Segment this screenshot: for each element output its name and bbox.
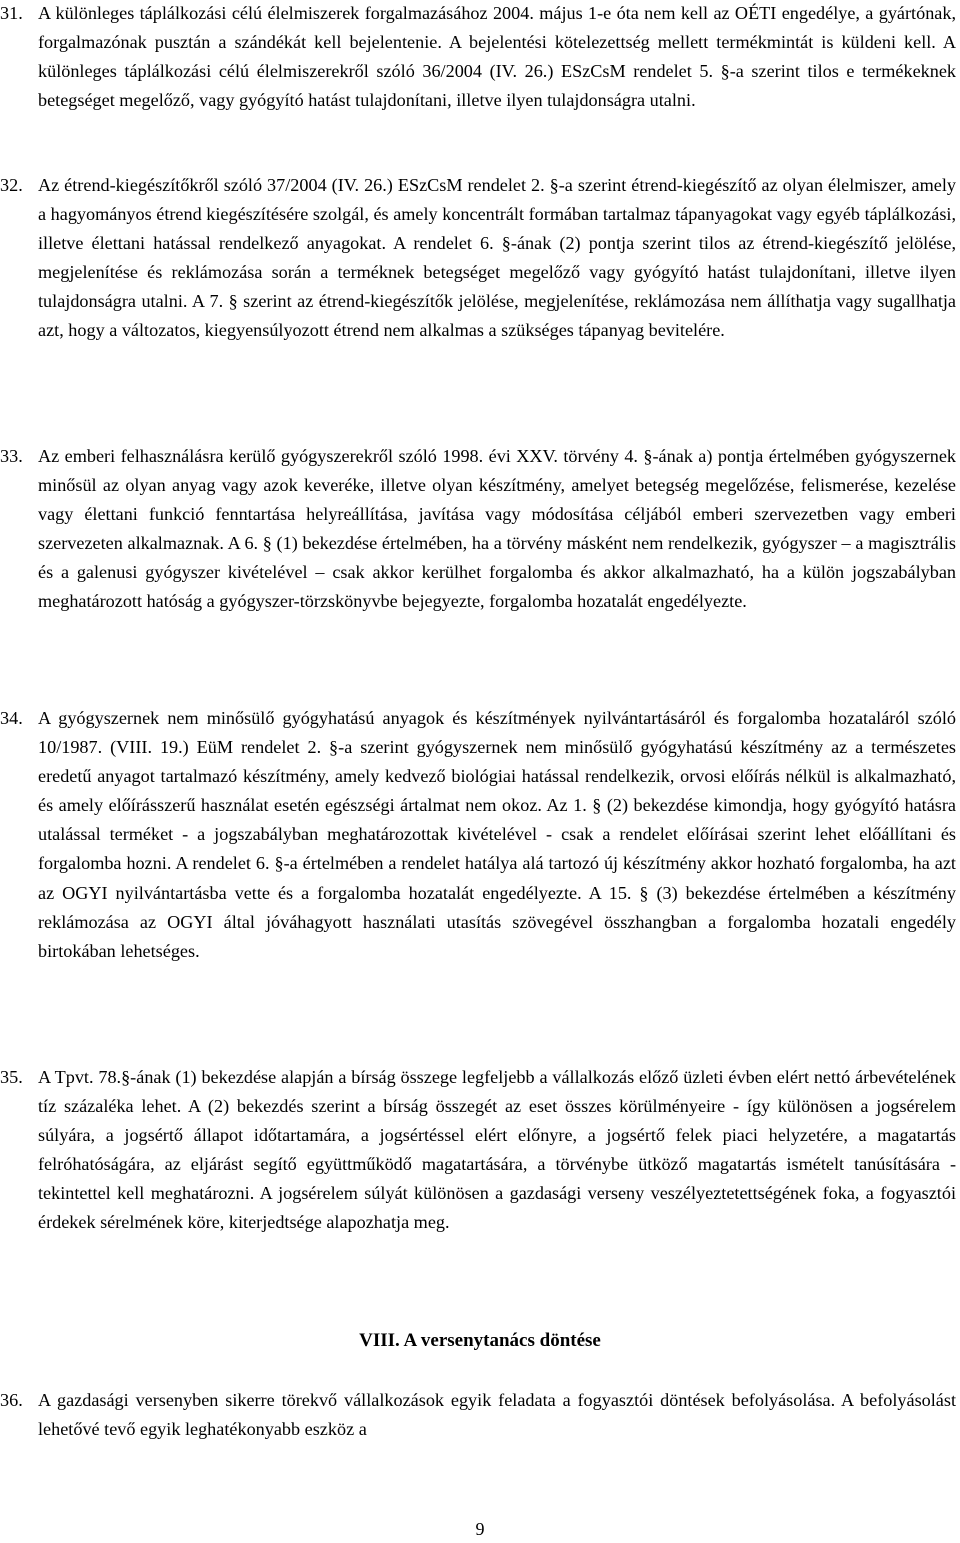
paragraph-number: 36. [0,1390,23,1410]
page-number: 9 [475,1519,485,1539]
paragraph-text: Az emberi felhasználásra kerülő gyógyszerekről szóló 1998. évi XXV. törvény 4. §-ának a) pontja értelmében gyógyszernek minősül az olyan anyag vagy azok keveréke, illetve olyan készítmény, amelyet betegség megelőzése, felismerése, kezelése vagy élettani funkció fenntartása helyreállítása, javítása vagy módosítása céljából emberi szervezetben vagy emberi szervezeten alkalmaznak. A 6. § (1) bekezdése értelmében, ha a törvény másként nem rendelkezik, gyógyszer – a magisztrális és a galenusi gyógyszer kivételével – csak akkor kerülhet forgalomba és akkor alkalmazható, ha a külön jogszabályban meghatározott hatóság a gyógyszer-törzskönyvbe bejegyezte, forgalomba hozatalát engedélyezte. [38,446,956,612]
paragraph-34 [0,704,960,966]
paragraph-number: 35. [0,1067,23,1087]
paragraph-number: 33. [0,446,23,466]
section-heading: VIII. A versenytanács döntése [359,1330,601,1351]
paragraph-number: 31. [0,3,23,23]
paragraph-33 [0,442,960,617]
paragraph-text: Az étrend-kiegészítőkről szóló 37/2004 (IV. 26.) ESzCsM rendelet 2. §-a szerint étrend-kiegészítő az olyan élelmiszer, amely a hagyományos étrend kiegészítésére szolgál, és amely koncentrált formában tartalmaz tápanyagokat vagy egyéb táplálkozási, illetve élettani hatással rendelkező anyagokat. A rendelet 6. §-ának (2) pontja szerint tilos az étrend-kiegészítő jelölése, megjelenítése és reklámozása során a terméknek betegséget megelőző vagy gyógyító hatást tulajdonítani, illetve ilyen tulajdonságra utalni. A 7. § szerint az étrend-kiegészítők jelölése, megjelenítése, reklámozása nem állíthatja vagy sugallhatja azt, hogy a változatos, kiegyensúlyozott étrend nem alkalmas a szükséges tápanyag bevitelére. [38,175,956,341]
paragraph-32 [0,171,960,346]
paragraph-text: A különleges táplálkozási célú élelmiszerek forgalmazásához 2004. május 1-e óta nem kell az OÉTI engedélye, a gyártónak, forgalmazónak pusztán a szándékát kell bejelentenie. A bejelentési kötelezettség mellett termékmintát is küldeni kell. A különleges táplálkozási célú élelmiszerekről szóló 36/2004 (IV. 26.) ESzCsM rendelet 5. §-a szerint tilos e termékeknek betegséget megelőző, vagy gyógyító hatást tulajdonítani, illetve ilyen tulajdonságra utalni. [38,3,956,111]
paragraph-text: A gyógyszernek nem minősülő gyógyhatású anyagok és készítmények nyilvántartásáról és forgalomba hozataláról szóló 10/1987. (VIII. 19.) EüM rendelet 2. §-a szerint gyógyszernek nem minősülő gyógyhatású készítmény az a természetes eredetű anyagot tartalmazó készítmény, amely kedvező biológiai hatással rendelkezik, orvosi előírás nélkül is alkalmazható, és amely előírásszerű használat esetén egészségi ártalmat nem okoz. Az 1. § (2) bekezdése kimondja, hogy gyógyító hatásra utalással terméket - a jogszabályban meghatározottak kivételével - csak a rendelet előírásai szerint lehet előállítani és forgalomba hozni. A rendelet 6. §-a értelmében a rendelet hatálya alá tartozó új készítmény akkor hozható forgalomba, ha azt az OGYI nyilvántartásba vette és a forgalomba hozatalát engedélyezte. A 15. § (3) bekezdése értelmében a készítmény reklámozása az OGYI által jóváhagyott használati utasítás szövegével összhangban a forgalomba hozatali engedély birtokában lehetséges. [38,708,956,961]
paragraph-text: A Tpvt. 78.§-ának (1) bekezdése alapján a bírság összege legfeljebb a vállalkozás előző üzleti évben elért nettó árbevételének tíz százaléka lehet. A (2) bekezdés szerint a bírság összegét az eset összes körülményeire - így különösen a jogsérelem súlyára, a jogsértő állapot időtartamára, a jogsértéssel elért előnyre, a jogsértő felek piaci helyzetére, a magatartás felróhatóságára, az eljárást segítő együttműködő magatartására, a törvénybe ütköző magatartás ismételt tanúsítására - tekintettel kell meghatározni. A jogsérelem súlyát különösen a gazdasági verseny veszélyeztetettségének foka, a fogyasztói érdekek sérelmének köre, kiterjedtsége alapozhatja meg. [38,1067,956,1233]
paragraph-number: 34. [0,708,23,728]
paragraph-35 [0,1063,960,1238]
paragraph-number: 32. [0,175,23,195]
paragraph-text: A gazdasági versenyben sikerre törekvő vállalkozások egyik feladata a fogyasztói döntések befolyásolása. A befolyásolást lehetővé tevő egyik leghatékonyabb eszköz a [38,1390,956,1440]
paragraph-36 [0,1386,960,1444]
paragraph-31 [0,0,960,115]
